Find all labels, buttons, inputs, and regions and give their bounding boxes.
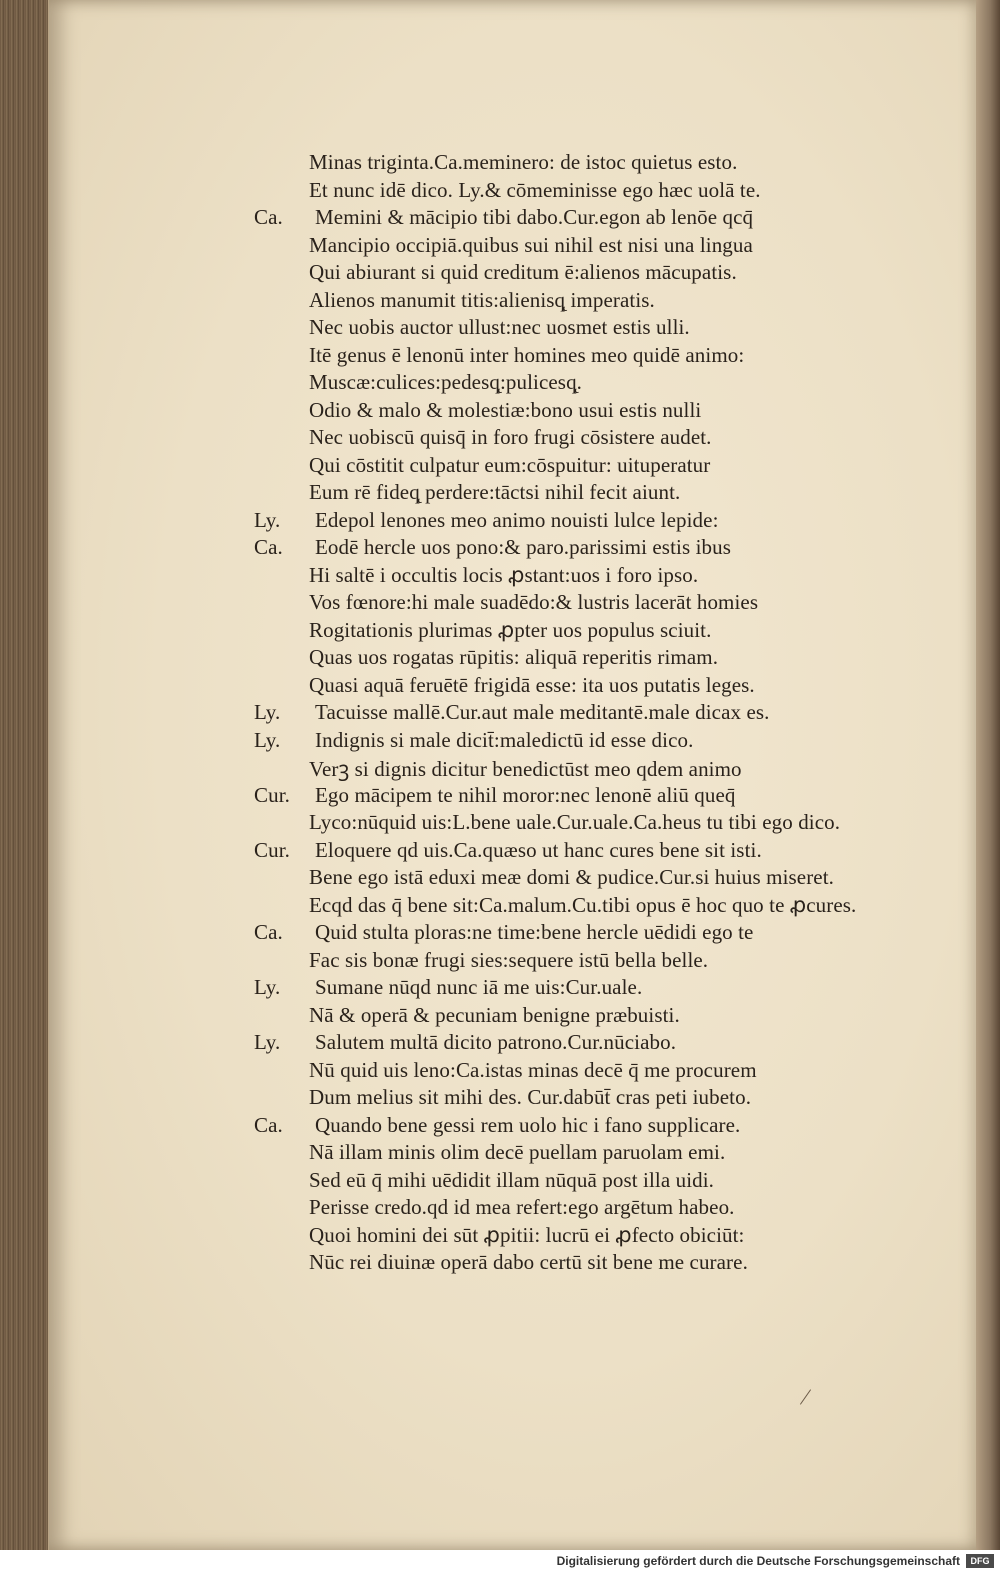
text-line bbox=[49, 233, 979, 261]
text-line bbox=[49, 260, 979, 288]
speaker-label: Ly. bbox=[254, 700, 281, 724]
speaker-label: Ly. bbox=[254, 975, 281, 999]
verse-text: Indignis si male dicit̄:maledictū id esse dico. bbox=[315, 727, 694, 752]
margin-mark bbox=[800, 1389, 811, 1404]
verse-text: Eloquere qd uis.Ca.quæso ut hanc cures bene sit isti. bbox=[315, 837, 762, 862]
speaker-label: Cur. bbox=[254, 782, 290, 807]
text-line bbox=[49, 1140, 979, 1168]
verse-text: Muscæ:culices:pedesq̨:pulicesq̨. bbox=[309, 370, 583, 394]
text-line bbox=[49, 315, 979, 343]
book-page bbox=[48, 0, 979, 1550]
speaker-label: Ly. bbox=[254, 1030, 281, 1054]
verse-text: Eum rē fideq̨ perdere:tāctsi nihil fecit aiunt. bbox=[309, 480, 681, 504]
verse-text: Quando bene gessi rem uolo hic i fano supplicare. bbox=[315, 1112, 741, 1137]
verse-text: Dum melius sit mihi des. Cur.dabūt̄ cras peti iubeto. bbox=[309, 1085, 752, 1109]
text-line bbox=[49, 1250, 979, 1278]
verse-text: Hi saltē i occultis locis ꝓstant:uos i foro ipso. bbox=[309, 562, 699, 587]
verse-text: Bene ego istā eduxi meæ domi & pudice.Cur.si huius miseret. bbox=[309, 865, 834, 889]
text-line bbox=[49, 838, 979, 866]
speaker-label: Ly. bbox=[254, 507, 281, 532]
verse-text: Itē genus ē lenonū inter homines meo quidē animo: bbox=[309, 342, 745, 367]
verse-text: Nā & operā & pecuniam benigne præbuisti. bbox=[309, 1002, 680, 1027]
text-line bbox=[49, 370, 979, 398]
verse-text: Nūc rei diuinæ operā dabo certū sit bene me curare. bbox=[309, 1250, 748, 1274]
text-line bbox=[49, 1168, 979, 1196]
speaker-label: Cur. bbox=[254, 837, 290, 862]
verse-text: Nū quid uis leno:Ca.istas minas decē q̄ me procurem bbox=[309, 1057, 757, 1082]
text-line bbox=[49, 673, 979, 701]
verse-text: Edepol lenones meo animo nouisti lulce lepide: bbox=[315, 507, 719, 532]
text-line bbox=[49, 205, 979, 233]
text-line bbox=[49, 453, 979, 481]
verse-text: Quasi aquā feruētē frigidā esse: ita uos putatis leges. bbox=[309, 672, 755, 697]
text-line bbox=[49, 288, 979, 316]
verse-text: Qui cōstitit culpatur eum:cōspuitur: uituperatur bbox=[309, 452, 711, 477]
text-line bbox=[49, 1030, 979, 1058]
book-edge-right bbox=[976, 0, 1000, 1550]
funding-notice: Digitalisierung gefördert durch die Deutsche Forschungsgemeinschaft bbox=[556, 1554, 960, 1568]
verse-text: Quid stulta ploras:ne time:bene hercle uēdidi ego te bbox=[315, 920, 754, 944]
verse-text: Salutem multā dicito patrono.Cur.nūciabo. bbox=[315, 1030, 677, 1054]
verse-text: Verꝫ si dignis dicitur benedictūst meo qdem animo bbox=[309, 757, 742, 781]
verse-text: Sumane nūqd nunc iā me uis:Cur.uale. bbox=[315, 975, 643, 999]
text-line bbox=[49, 178, 979, 206]
speaker-label: Ca. bbox=[254, 535, 283, 559]
verse-text: Ego mācipem te nihil moror:nec lenonē aliū queq̄ bbox=[315, 782, 736, 807]
verse-text: Ecqd das q̄ bene sit:Ca.malum.Cu.tibi opus ē hoc quo te ꝓcures. bbox=[309, 892, 857, 917]
verse-text: Perisse credo.qd id mea refert:ego argētum habeo. bbox=[309, 1195, 735, 1219]
verse-text: Quoi homini dei sūt ꝓpitii: lucrū ei ꝓfecto obiciūt: bbox=[309, 1222, 745, 1247]
text-line bbox=[49, 865, 979, 893]
verse-text: Rogitationis plurimas ꝓpter uos populus sciuit. bbox=[309, 617, 712, 642]
text-line bbox=[49, 783, 979, 811]
speaker-label: Ly. bbox=[254, 727, 281, 752]
text-line bbox=[49, 1113, 979, 1141]
verse-text: Lyco:nūquid uis:L.bene uale.Cur.uale.Ca.heus tu tibi ego dico. bbox=[309, 810, 841, 834]
text-line bbox=[49, 1223, 979, 1251]
dfg-logo-icon: DFG bbox=[966, 1554, 994, 1568]
text-line bbox=[49, 425, 979, 453]
verse-text: Mancipio occipiā.quibus sui nihil est nisi una lingua bbox=[309, 232, 753, 257]
verse-text: Eodē hercle uos pono:& paro.parissimi estis ibus bbox=[315, 535, 731, 559]
text-line bbox=[49, 1085, 979, 1113]
text-line bbox=[49, 150, 979, 178]
text-line bbox=[49, 563, 979, 591]
text-line bbox=[49, 645, 979, 673]
verse-text: Nā illam minis olim decē puellam paruolam emi. bbox=[309, 1140, 726, 1164]
text-line bbox=[49, 398, 979, 426]
speaker-label: Ca. bbox=[254, 1112, 283, 1137]
verse-text: Qui abiurant si quid creditum ē:alienos mācupatis. bbox=[309, 260, 737, 284]
footer-bar bbox=[0, 1550, 1000, 1573]
text-line bbox=[49, 618, 979, 646]
verse-text: Tacuisse mallē.Cur.aut male meditantē.male dicax es. bbox=[315, 700, 770, 724]
text-line bbox=[49, 975, 979, 1003]
verse-text: Memini & mācipio tibi dabo.Cur.egon ab lenōe qcq̄ bbox=[315, 205, 754, 229]
text-line bbox=[49, 1195, 979, 1223]
text-line bbox=[49, 480, 979, 508]
verse-text: Quas uos rogatas rūpitis: aliquā reperitis rimam. bbox=[309, 645, 719, 669]
text-line bbox=[49, 508, 979, 536]
text-line bbox=[49, 810, 979, 838]
text-line bbox=[49, 343, 979, 371]
verse-text: Sed eū q̄ mihi uēdidit illam nūquā post illa uidi. bbox=[309, 1167, 715, 1192]
text-line bbox=[49, 1058, 979, 1086]
verse-text: Nec uobiscū quisq̄ in foro frugi cōsistere audet. bbox=[309, 425, 712, 449]
text-line bbox=[49, 893, 979, 921]
verse-text: Nec uobis auctor ullust:nec uosmet estis ulli. bbox=[309, 315, 690, 339]
speaker-label: Ca. bbox=[254, 920, 283, 944]
text-line bbox=[49, 535, 979, 563]
text-line bbox=[49, 700, 979, 728]
text-line bbox=[49, 755, 979, 783]
verse-text: Fac sis bonæ frugi sies:sequere istū bella belle. bbox=[309, 947, 709, 972]
verse-text: Minas triginta.Ca.meminero: de istoc quietus esto. bbox=[309, 150, 738, 174]
verse-text: Vos fœnore:hi male suadēdo:& lustris lacerāt homies bbox=[309, 590, 759, 614]
text-line bbox=[49, 728, 979, 756]
speaker-label: Ca. bbox=[254, 205, 283, 229]
verse-text: Odio & malo & molestiæ:bono usui estis nulli bbox=[309, 397, 702, 422]
text-line bbox=[49, 920, 979, 948]
text-block bbox=[49, 150, 979, 1278]
text-line bbox=[49, 1003, 979, 1031]
text-line bbox=[49, 590, 979, 618]
verse-text: Alienos manumit titis:alienisq̨ imperatis. bbox=[309, 287, 655, 312]
verse-text: Et nunc idē dico. Ly.& cōmeminisse ego hæc uolā te. bbox=[309, 177, 761, 202]
text-line bbox=[49, 948, 979, 976]
